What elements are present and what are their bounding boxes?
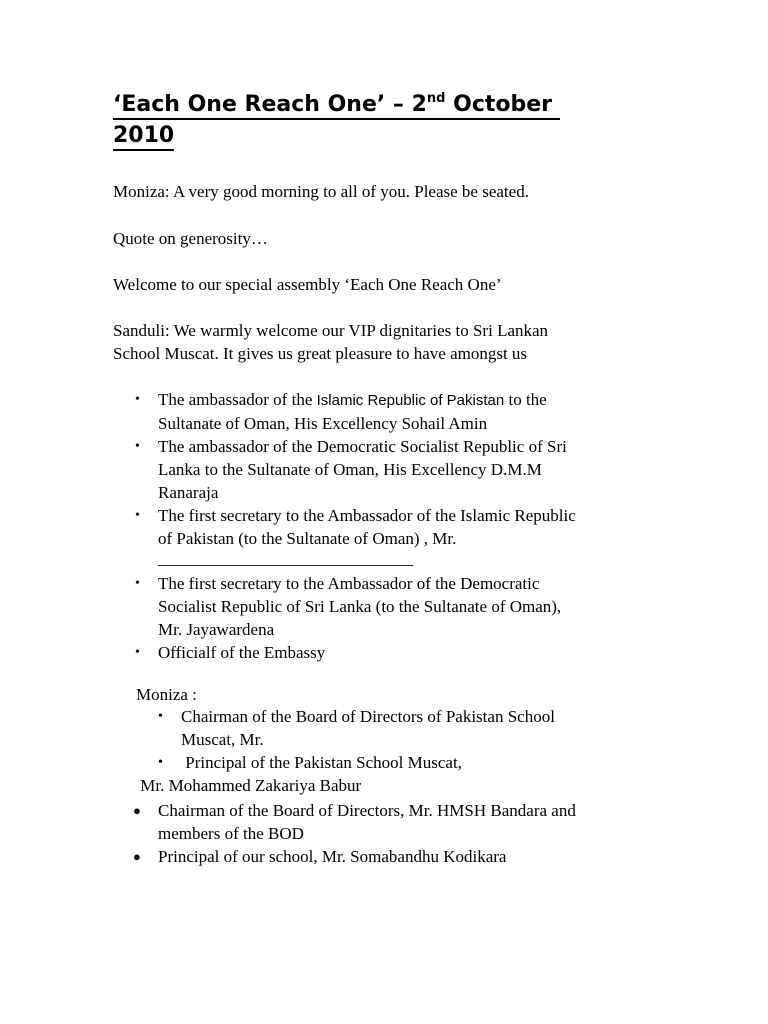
list-item-line: Ranaraja	[158, 483, 219, 502]
list-item-line: members of the BOD	[158, 824, 304, 843]
bullet-icon: •	[135, 392, 140, 407]
sanduli-line-1: Sanduli: We warmly welcome our VIP dignitaries to Sri Lankan	[113, 321, 549, 340]
school-dignitaries-list	[136, 705, 696, 774]
list-item	[113, 572, 693, 641]
greeting-paragraph: Moniza: A very good morning to all of you. Please be seated.	[113, 182, 529, 201]
list-item-line: The ambassador of the Democratic Socialist Republic of Sri	[158, 437, 567, 456]
list-item-line: Socialist Republic of Sri Lanka (to the Sultanate of Oman),	[158, 597, 562, 616]
list-item	[113, 845, 693, 868]
list-item	[113, 388, 693, 435]
title-text-pre: ‘Each One Reach One’ – 2	[113, 92, 427, 117]
sanduli-paragraph	[113, 319, 673, 365]
list-item-line: The first secretary to the Ambassador of the Islamic Republic	[158, 506, 576, 525]
bullet-icon: •	[158, 709, 163, 724]
list-item-line: of Pakistan (to the Sultanate of Oman) , Mr.	[158, 529, 457, 548]
list-item-text-sans: Islamic Republic of Pakistan	[316, 392, 505, 409]
moniza-label: Moniza :	[136, 685, 197, 704]
board-list	[113, 799, 693, 868]
list-item-line: Chairman of the Board of Directors, Mr. HMSH Bandara and	[158, 801, 576, 820]
list-item	[136, 751, 696, 774]
list-item	[113, 799, 693, 845]
list-item-line: Principal of our school, Mr. Somabandhu Kodikara	[158, 847, 507, 866]
list-item-line: Officialf of the Embassy	[158, 643, 326, 662]
list-item-line: Mr. Jayawardena	[158, 620, 275, 639]
list-item-line: Principal of the Pakistan School Muscat,	[181, 753, 462, 772]
quote-paragraph: Quote on generosity…	[113, 229, 268, 248]
bullet-icon: ●	[133, 803, 141, 818]
blank-fill-line: ______________________________	[158, 549, 413, 568]
list-item	[136, 705, 696, 751]
bullet-icon: •	[135, 439, 140, 454]
bullet-icon: •	[135, 576, 140, 591]
document-title	[113, 89, 673, 151]
welcome-paragraph: Welcome to our special assembly ‘Each One Reach One’	[113, 275, 502, 294]
list-item	[113, 504, 693, 568]
list-item-line: Muscat, Mr.	[181, 730, 264, 749]
title-superscript: nd	[426, 91, 446, 106]
list-item-line: Chairman of the Board of Directors of Pakistan School	[181, 707, 555, 726]
dignitaries-list	[113, 388, 693, 664]
bullet-icon: •	[135, 645, 140, 660]
title-line-1	[113, 93, 560, 120]
list-item	[113, 435, 693, 504]
list-item-line: Lanka to the Sultanate of Oman, His Excellency D.M.M	[158, 460, 542, 479]
list-item-text: The ambassador of the	[158, 390, 317, 409]
bullet-icon: ●	[133, 849, 141, 864]
title-line-2: 2010	[113, 124, 174, 151]
list-item-line: The first secretary to the Ambassador of the Democratic	[158, 574, 540, 593]
bullet-icon: •	[135, 508, 140, 523]
principal-name-line: Mr. Mohammed Zakariya Babur	[136, 776, 362, 795]
list-item-line	[158, 388, 693, 412]
list-item-text: to the	[504, 390, 547, 409]
title-text-post: October	[445, 92, 560, 117]
list-item	[113, 641, 693, 664]
list-item-line: Sultanate of Oman, His Excellency Sohail Amin	[158, 414, 488, 433]
sanduli-line-2: School Muscat. It gives us great pleasure to have amongst us	[113, 344, 528, 363]
bullet-icon: •	[158, 755, 163, 770]
